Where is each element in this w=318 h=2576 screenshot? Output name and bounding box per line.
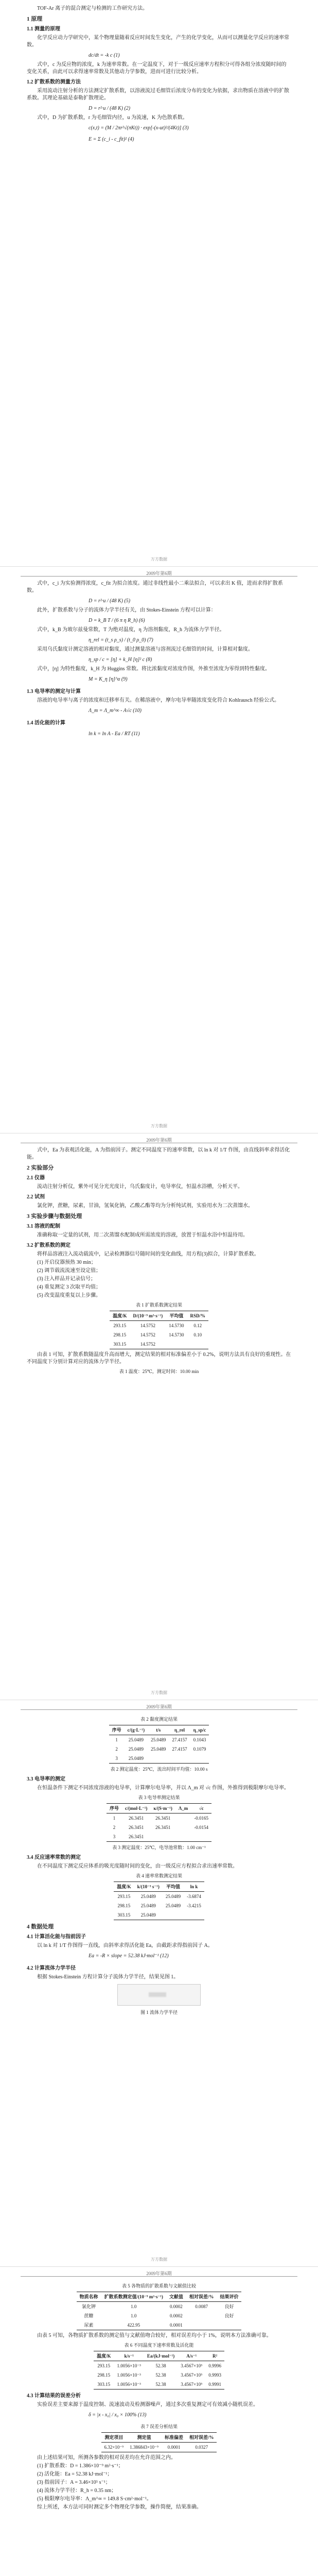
table-6-caption: 表 6 不同温度下速率常数及活化能 bbox=[124, 2343, 194, 2348]
paragraph: 氯化钾，蔗糖，尿素，甘油，氢氧化钠，乙酸乙酯等均为分析纯试剂，实验用水为二次蒸馏水。 bbox=[37, 1203, 253, 1209]
equation: E = Σ (c_i - c_fit)² (4) bbox=[89, 137, 134, 142]
section-4-1-heading: 4.1 计算活化能与指前因子 bbox=[27, 1934, 86, 1940]
table-cell: 尿素 bbox=[77, 2320, 101, 2330]
table-cell: 14.5752 bbox=[140, 1323, 155, 1328]
table-cell: 1.0 bbox=[131, 2313, 137, 2318]
table-row bbox=[114, 1892, 204, 1902]
table-2-caption: 表 2 黏度测定结果 bbox=[140, 1717, 178, 1722]
table-note: 表 2 测定温度：25℃，流出时间平均值：10.00 s bbox=[110, 1767, 208, 1772]
table-cell: 0.9996 bbox=[208, 2363, 221, 2368]
table-row bbox=[109, 1744, 209, 1754]
table-cell bbox=[163, 1910, 184, 1920]
table-cell: 14.5730 bbox=[169, 1323, 184, 1328]
page-header: 2009年第6期 bbox=[146, 2271, 172, 2276]
table-cell: 14.5752 bbox=[140, 1332, 155, 1337]
table-header-cell: η_rel bbox=[169, 1725, 190, 1735]
table-cell: 0.0327 bbox=[186, 2443, 217, 2452]
table-cell: 1.0056×10⁻³ bbox=[117, 2372, 141, 2378]
equation: D = k_B T / (6 π η R_h) (6) bbox=[89, 618, 145, 623]
section-4-heading: 4 数据处理 bbox=[27, 1924, 54, 1930]
table-cell: 1 bbox=[115, 1737, 118, 1742]
table-cell: 52.38 bbox=[144, 2380, 178, 2389]
paragraph: 将样品溶液注入流动载流中，记录检测器信号随时间的变化曲线，用方程(3)拟合，计算扩散系数。 bbox=[37, 1251, 259, 1257]
table-row bbox=[110, 1330, 208, 1340]
equation: M = K_η [η]^α (9) bbox=[89, 676, 128, 682]
table-cell: 25.0489 bbox=[165, 1894, 181, 1899]
list-item: (5) 改变温度重复以上步骤。 bbox=[37, 1293, 101, 1298]
table-cell: -3.4215 bbox=[187, 1903, 201, 1908]
paragraph: 由表 1 可知，扩散系数随温度升高而增大，测定结果的相对标准偏差小于 0.2%，说明方法具有良好的重现性。在不同温度下分别计算对应的流体力学半径。 bbox=[27, 1352, 291, 1365]
table-header-cell: Ea/(kJ·mol⁻¹) bbox=[144, 2351, 178, 2361]
equation: η_rel = (t_s ρ_s) / (t_0 ρ_0) (7) bbox=[89, 637, 153, 643]
paragraph: 采用流动注射分析的方法测定扩散系数，以溶液流过毛细管后浓度分布的变化为依据，求出物质在溶液中的扩散系数。其理论基础是泰勒扩散理论。 bbox=[27, 88, 289, 101]
section-3-heading: 3 实验步骤与数据处理 bbox=[27, 1213, 82, 1219]
table-row bbox=[77, 2311, 242, 2320]
results-list bbox=[27, 2463, 291, 2503]
section-1-1-heading: 1.1 测量的原理 bbox=[27, 26, 60, 32]
table-cell: 0.10 bbox=[193, 1332, 202, 1337]
page-header: 2009年第6期 bbox=[146, 571, 172, 576]
paragraph: 式中，k_B 为玻尔兹曼常数，T 为绝对温度，η 为溶剂黏度，R_h 为流体力学半径。 bbox=[37, 627, 225, 633]
procedure-list bbox=[27, 1259, 291, 1299]
table-header-cell: η_sp/c bbox=[190, 1725, 209, 1735]
equation: η_sp / c = [η] + k_H [η]² c (8) bbox=[89, 657, 152, 663]
table-header-cell: 结果评价 bbox=[217, 2292, 241, 2302]
page-header: 2009年第6期 bbox=[146, 1704, 172, 1709]
paragraph: 此外，扩散系数与分子的流体力学半径有关，由 Stokes-Einstein 方程可以计算： bbox=[37, 607, 216, 613]
section-4-2-heading: 4.2 计算流体力学半径 bbox=[27, 1965, 76, 1971]
list-item: (1) 开启仪器预热 30 min； bbox=[37, 1260, 96, 1265]
table-4 bbox=[114, 1882, 204, 1920]
table-5 bbox=[77, 2292, 242, 2330]
page-3 bbox=[0, 1133, 318, 1700]
table-cell: 0.9991 bbox=[205, 2380, 224, 2389]
table-cell: 25.0489 bbox=[151, 1747, 166, 1752]
table-header-cell: 温度/K bbox=[110, 1311, 130, 1321]
table-header-cell: ln k bbox=[184, 1882, 204, 1892]
table-header-cell: 平均值 bbox=[163, 1882, 184, 1892]
table-cell: 1.0 bbox=[131, 2304, 137, 2309]
table-header-cell: t/s bbox=[148, 1725, 169, 1735]
page-1 bbox=[0, 0, 318, 566]
table-row bbox=[101, 2443, 217, 2452]
section-1-3-heading: 1.3 电导率的测定与计算 bbox=[27, 689, 81, 694]
table-header-cell: 序号 bbox=[109, 1725, 125, 1735]
table-header-cell: R² bbox=[205, 2351, 224, 2361]
table-cell: 0.0001 bbox=[166, 2320, 186, 2330]
table-cell: 303.15 bbox=[94, 2380, 114, 2389]
page-header: 2009年第6期 bbox=[146, 1138, 172, 1143]
table-cell: 0.9993 bbox=[208, 2372, 221, 2378]
table-cell: 25.0489 bbox=[134, 1910, 163, 1920]
table-cell bbox=[150, 1832, 175, 1842]
list-item: (4) 流体力学半径：R_h = 0.35 nm； bbox=[37, 2488, 117, 2494]
table-row bbox=[110, 1340, 208, 1349]
table-cell: 298.15 bbox=[117, 1903, 131, 1908]
table-cell: 293.15 bbox=[113, 1323, 127, 1328]
section-1-2-heading: 1.2 扩散系数的测量方法 bbox=[27, 79, 81, 85]
section-1-4-heading: 1.4 活化能的计算 bbox=[27, 720, 65, 726]
list-item: (2) 调节载流流速至设定值； bbox=[37, 1268, 101, 1274]
table-cell bbox=[175, 1823, 191, 1832]
table-header-cell: 温度/K bbox=[114, 1882, 134, 1892]
paragraph: 化学反应动力学研究中，某个物理量随着反应时间发生变化，产生的化学变化，从而可以测量化学反应的速率常数。 bbox=[27, 35, 289, 48]
table-cell: 3.4567×10⁵ bbox=[178, 2380, 205, 2389]
header-rule bbox=[21, 2276, 297, 2277]
section-2-2-heading: 2.2 试剂 bbox=[27, 1194, 45, 1200]
table-header-cell: k/(10⁻³ s⁻¹) bbox=[134, 1882, 163, 1892]
table-cell: 25.0489 bbox=[151, 1737, 166, 1742]
table-header-cell: 文献值 bbox=[166, 2292, 186, 2302]
table-cell: 良好 bbox=[224, 2313, 234, 2318]
table-cell: 2 bbox=[115, 1747, 118, 1752]
table-cell: 3.4567×10⁵ bbox=[181, 2372, 203, 2378]
page-3-content bbox=[27, 1147, 291, 1377]
paragraph: 溶液的电导率与离子的浓度和迁移率有关。在稀溶液中，摩尔电导率随浓度变化符合 Kohlrausch 经验公式。 bbox=[37, 698, 280, 703]
page-footer: 万方数据 bbox=[151, 1124, 167, 1128]
table-cell: -3.6874 bbox=[187, 1894, 201, 1899]
paragraph: 式中，D 为扩散系数，r 为毛细管内径，u 为流速，K 为色散系数。 bbox=[37, 115, 188, 121]
table-cell: 27.4157 bbox=[172, 1737, 187, 1742]
paragraph: 在恒温条件下测定不同浓度溶液的电导率，计算摩尔电导率，并以 Λ_m 对 √c 作图，外推得到极限摩尔电导率。 bbox=[37, 1785, 289, 1791]
table-4-caption: 表 4 速率常数测定结果 bbox=[135, 1873, 182, 1878]
table-row bbox=[94, 2380, 224, 2389]
equation: D = r²·u / (48 K) (5) bbox=[89, 598, 131, 604]
paragraph: 式中，[η] 为特性黏度，k_H 为 Huggins 常数。将比浓黏度对浓度作图，外推至浓度为零得到特性黏度。 bbox=[37, 666, 271, 672]
table-header-cell: 相对误差/% bbox=[186, 2433, 217, 2443]
page-4 bbox=[0, 1700, 318, 2266]
list-item: (5) 极限摩尔电导率：Λ_m^∞ = 149.8 S·cm²·mol⁻¹。 bbox=[37, 2496, 152, 2502]
table-header-cell: 标准偏差 bbox=[162, 2433, 186, 2443]
table-cell: 52.38 bbox=[155, 2363, 166, 2368]
section-4-3-heading: 4.3 计算结果的误差分析 bbox=[27, 2393, 81, 2399]
table-cell: 422.95 bbox=[101, 2320, 166, 2330]
list-item: (1) 扩散系数：D = 1.386×10⁻⁹ m²·s⁻¹； bbox=[37, 2463, 123, 2469]
table-7-caption: 表 7 误差分析结果 bbox=[140, 2424, 178, 2429]
table-2 bbox=[109, 1725, 209, 1764]
table-cell: 14.5730 bbox=[169, 1332, 184, 1337]
figure-1 bbox=[117, 1984, 201, 2006]
section-3-3-heading: 3.3 电导率的测定 bbox=[27, 1776, 65, 1782]
paragraph: 由表 5 可知，各物质扩散系数的测定值与文献值吻合较好，相对误差均小于 1%，说明本方法准确可靠。 bbox=[37, 2333, 272, 2338]
table-cell: -0.0154 bbox=[194, 1825, 209, 1830]
table-header-cell: 相对误差/% bbox=[186, 2292, 217, 2302]
table-cell bbox=[186, 2320, 217, 2330]
table-header-cell: c/(mol·L⁻¹) bbox=[122, 1804, 150, 1814]
table-row bbox=[110, 1321, 208, 1331]
table-cell: 25.0489 bbox=[125, 1754, 148, 1764]
table-cell: 2 bbox=[113, 1825, 116, 1830]
paragraph: 采用乌氏黏度计测定溶液的相对黏度，通过测量溶液与溶剂流过毛细管的时间，计算相对黏度。 bbox=[37, 647, 253, 652]
paragraph: 综上所述，本方法可同时测定多个物理化学参数，操作简便，结果准确。 bbox=[37, 2504, 202, 2510]
header-rule bbox=[21, 1709, 297, 1710]
table-row bbox=[109, 1735, 209, 1745]
table-cell: 303.15 bbox=[110, 1340, 130, 1349]
table-row bbox=[107, 1814, 211, 1823]
paragraph: 在不同温度下测定反应体系的吸光度随时间的变化，由一级反应方程拟合求出速率常数。 bbox=[37, 1863, 238, 1869]
table-cell: 298.15 bbox=[113, 1332, 127, 1337]
table-header-cell: 物质名称 bbox=[77, 2292, 101, 2302]
table-header-cell: c/(g·L⁻¹) bbox=[125, 1725, 148, 1735]
table-header-cell: RSD/% bbox=[187, 1311, 209, 1321]
table-cell: 0.0002 bbox=[170, 2304, 183, 2309]
table-cell: 3 bbox=[107, 1832, 122, 1842]
table-cell bbox=[217, 2320, 241, 2330]
table-row bbox=[94, 2370, 224, 2380]
page-4-content bbox=[27, 1714, 291, 2018]
table-row bbox=[107, 1832, 211, 1842]
paragraph: 根据 Stokes-Einstein 方程计算分子流体力学半径，结果见图 1。 bbox=[37, 1974, 179, 1980]
table-cell: 1.386843×10⁻⁹ bbox=[127, 2443, 162, 2452]
list-item: (3) 指前因子：A = 3.46×10⁵ s⁻¹； bbox=[37, 2480, 111, 2485]
table-cell: 氯化钾 bbox=[82, 2304, 96, 2309]
table-cell: 52.38 bbox=[155, 2372, 166, 2378]
table-cell bbox=[175, 1814, 191, 1823]
table-cell bbox=[184, 1910, 204, 1920]
table-cell: 26.3451 bbox=[129, 1816, 144, 1821]
page-5 bbox=[0, 2267, 318, 2576]
section-2-1-heading: 2.1 仪器 bbox=[27, 1175, 45, 1181]
paragraph: 流动注射分析仪，紫外可见分光光度计，乌氏黏度计，电导率仪，恒温水浴槽，分析天平。 bbox=[37, 1184, 243, 1190]
table-row bbox=[114, 1901, 204, 1910]
table-cell: 293.15 bbox=[97, 2363, 111, 2368]
table-header-cell: √c bbox=[191, 1804, 211, 1814]
table-cell: 25.0489 bbox=[140, 1894, 156, 1899]
page-footer: 万方数据 bbox=[151, 1690, 167, 1695]
table-note: 表 3 测定温度：25℃，电导池常数：1.00 cm⁻¹ bbox=[112, 1845, 206, 1850]
table-5-caption: 表 5 各物质的扩散系数与文献值比较 bbox=[121, 2283, 196, 2289]
table-cell: 1.0056×10⁻³ bbox=[117, 2363, 141, 2368]
table-cell bbox=[186, 2311, 217, 2320]
table-1 bbox=[110, 1311, 208, 1349]
table-row bbox=[94, 2361, 224, 2371]
table-header-cell: A/s⁻¹ bbox=[178, 2351, 205, 2361]
table-cell: 27.4157 bbox=[172, 1747, 187, 1752]
table-cell bbox=[191, 1832, 211, 1842]
table-header-cell: 序号 bbox=[107, 1804, 122, 1814]
table-cell bbox=[190, 1754, 209, 1764]
table-header-cell: 测定项目 bbox=[101, 2433, 127, 2443]
figure-1-caption: 图 1 流体力学半径 bbox=[140, 2010, 178, 2015]
table-header-cell: Λ_m bbox=[175, 1804, 191, 1814]
table-cell: 303.15 bbox=[114, 1910, 134, 1920]
table-row bbox=[77, 2320, 242, 2330]
equation: δ = |x - x₀| / x₀ × 100% (13) bbox=[89, 2412, 147, 2418]
list-item: (4) 重复测定 3 次取平均值； bbox=[37, 1284, 101, 1290]
table-cell bbox=[169, 1754, 190, 1764]
table-cell: -0.0165 bbox=[194, 1816, 209, 1821]
list-item: (3) 注入样品并记录信号； bbox=[37, 1276, 96, 1282]
table-row bbox=[109, 1754, 209, 1764]
section-3-1-heading: 3.1 溶液的配制 bbox=[27, 1224, 60, 1229]
figure-placeholder bbox=[149, 1992, 166, 1997]
paragraph: 式中，c_i 为实验测得浓度，c_fit 为拟合浓度。通过非线性最小二乘法拟合，可以求出 K 值，进而求得扩散系数。 bbox=[27, 581, 283, 594]
paragraph: 准确称取一定量的试剂，用二次蒸馏水配制成所需浓度的溶液，放置于恒温水浴中恒温待用。 bbox=[37, 1232, 248, 1238]
paragraph: 式中，c 为反应物的浓度，k 为速率常数。在一定温度下，对于一级反应速率方程积分可得各组分浓度随时间的变化关系，由此可以求得速率常数及其他动力学参数，进而可进行比较分析。 bbox=[27, 62, 287, 75]
table-cell: 3.4567×10⁵ bbox=[181, 2363, 203, 2368]
table-header-cell: κ/(S·m⁻¹) bbox=[150, 1804, 175, 1814]
table-cell bbox=[148, 1754, 169, 1764]
table-cell: 14.5752 bbox=[130, 1340, 166, 1349]
table-cell: 293.15 bbox=[117, 1894, 131, 1899]
table-row bbox=[114, 1910, 204, 1920]
table-1-caption: 表 1 扩散系数测定结果 bbox=[135, 1302, 182, 1308]
table-header-cell: 扩散系数测定值/(10⁻⁹ m²·s⁻¹) bbox=[101, 2292, 166, 2302]
table-header-cell: k/s⁻¹ bbox=[114, 2351, 144, 2361]
paragraph: 由上述结果可知，所测各参数的相对误差均在允许范围之内。 bbox=[37, 2455, 176, 2461]
table-cell: 1.0056×10⁻³ bbox=[114, 2380, 144, 2389]
table-row bbox=[77, 2302, 242, 2312]
equation: dc/dt = -k c (1) bbox=[89, 53, 120, 58]
table-cell: 26.3451 bbox=[155, 1816, 171, 1821]
table-cell: 26.3451 bbox=[129, 1825, 144, 1830]
table-cell bbox=[175, 1832, 191, 1842]
table-cell: 25.0489 bbox=[165, 1903, 181, 1908]
list-item: (2) 活化能：Ea = 52.38 kJ·mol⁻¹； bbox=[37, 2471, 113, 2477]
section-2-heading: 2 实验部分 bbox=[27, 1165, 54, 1171]
equation: D = r²·u / (48 K) (2) bbox=[89, 106, 131, 111]
table-cell: 0.0002 bbox=[170, 2313, 183, 2318]
page-footer: 万方数据 bbox=[151, 2257, 167, 2262]
paragraph: 以 ln k 对 1/T 作图得一直线，由斜率求得活化能 Ea，由截距求得指前因子 A。 bbox=[37, 1943, 213, 1948]
table-cell: 1 bbox=[113, 1816, 116, 1821]
table-cell: 蔗糖 bbox=[84, 2313, 94, 2318]
section-3-4-heading: 3.4 反应速率常数的测定 bbox=[27, 1855, 81, 1860]
table-cell: 0.12 bbox=[193, 1323, 202, 1328]
table-cell: 298.15 bbox=[97, 2372, 111, 2378]
equation: Ea = -R × slope = 52.38 kJ·mol⁻¹ (12) bbox=[89, 1953, 169, 1959]
equation: Λ_m = Λ_m^∞ - A√c (10) bbox=[89, 708, 142, 714]
section-3-2-heading: 3.2 扩散系数的测定 bbox=[27, 1243, 70, 1248]
page-2 bbox=[0, 567, 318, 1133]
header-rule bbox=[21, 576, 297, 577]
equation: ln k = ln A - Ea / RT (11) bbox=[89, 731, 140, 737]
page-2-content bbox=[27, 580, 291, 740]
paragraph: 实验误差主要来源于温度控制、流速波动及检测器噪声，通过多次重复测定可有效减小随机误差。 bbox=[37, 2402, 258, 2408]
table-cell: 0.1043 bbox=[193, 1737, 206, 1742]
paragraph: 式中，Ea 为表观活化能，A 为指前因子。测定不同温度下的速率常数，以 ln k 对 1/T 作图，由直线斜率求得活化能。 bbox=[27, 1147, 290, 1160]
table-7 bbox=[101, 2432, 217, 2452]
table-cell: 3 bbox=[109, 1754, 125, 1764]
table-cell: 25.0489 bbox=[128, 1737, 144, 1742]
table-cell: 26.3451 bbox=[122, 1832, 150, 1842]
page-5-content bbox=[27, 2280, 291, 2512]
table-3 bbox=[107, 1803, 211, 1842]
table-cell bbox=[187, 1340, 209, 1349]
table-6 bbox=[94, 2351, 224, 2389]
page-1-content bbox=[27, 5, 291, 145]
section-1-heading: 1 原理 bbox=[27, 16, 43, 22]
table-cell: 26.3451 bbox=[155, 1825, 171, 1830]
intro-paragraph: TOF-Ar 离子的混合测定与检测的工作研究方法。 bbox=[37, 6, 148, 11]
table-cell: 0.1079 bbox=[193, 1747, 206, 1752]
table-cell: 6.32×10⁻⁹ bbox=[101, 2443, 127, 2452]
table-3-caption: 表 3 电导率测定结果 bbox=[138, 1795, 180, 1800]
table-cell: 25.0489 bbox=[140, 1903, 156, 1908]
table-cell: 0.0001 bbox=[162, 2443, 186, 2452]
table-cell bbox=[166, 1340, 187, 1349]
table-cell: 25.0489 bbox=[128, 1747, 144, 1752]
table-header-cell: 温度/K bbox=[94, 2351, 114, 2361]
table-header-cell: 测定值 bbox=[127, 2433, 162, 2443]
page-footer: 万方数据 bbox=[151, 557, 167, 562]
table-note: 表 1 温度：25℃，测定时间：10.00 min bbox=[119, 1369, 199, 1374]
table-header-cell: 平均值 bbox=[166, 1311, 187, 1321]
table-header-cell: D/(10⁻⁹ m²·s⁻¹) bbox=[130, 1311, 166, 1321]
table-cell: 良好 bbox=[224, 2304, 234, 2309]
equation: c(x,t) = (M / 2πr²√(πKt)) · exp[-(x-ut)²/(4Kt)] (3) bbox=[89, 125, 189, 131]
table-cell: 0.0087 bbox=[195, 2304, 208, 2309]
table-row bbox=[107, 1823, 211, 1832]
